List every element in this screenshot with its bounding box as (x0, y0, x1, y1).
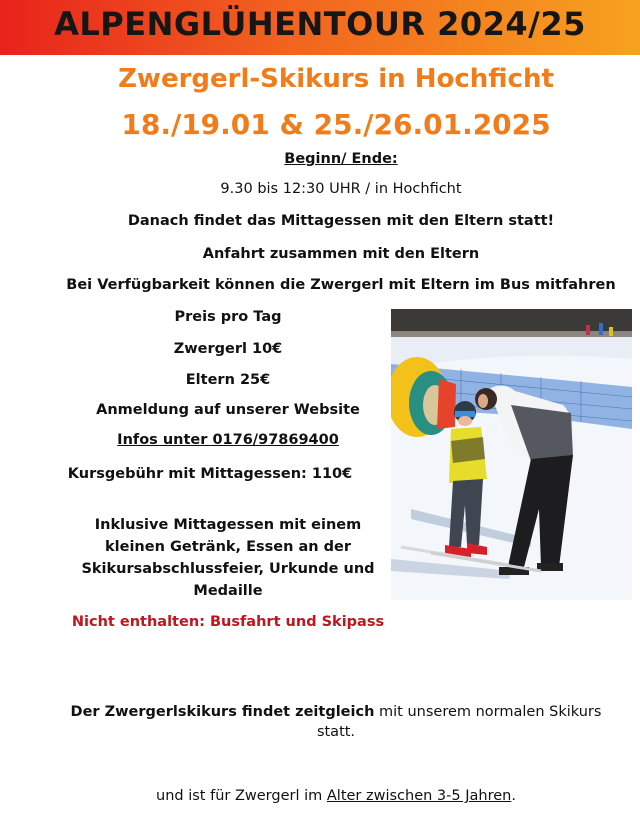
registration-note: Anmeldung auf unserer Website (96, 402, 360, 418)
banner-title: ALPENGLÜHENTOUR 2024/25 (54, 5, 586, 43)
included-line: Medaille (193, 583, 263, 599)
not-included-note: Nicht enthalten: Busfahrt und Skipass (71, 614, 385, 630)
age-prefix: und ist für Zwergerl im (156, 788, 327, 804)
info-phone: Infos unter 0176/97869400 (117, 432, 339, 448)
age-note (0, 788, 640, 804)
course-dates: 18./19.01 & 25./26.01.2025 (121, 108, 551, 141)
price-parents: Eltern 25€ (185, 372, 271, 388)
included-line: Inklusive Mittagessen mit einem (94, 517, 362, 533)
schedule-heading: Beginn/ Ende: (284, 151, 398, 167)
concurrent-note-line2: statt. (316, 724, 356, 740)
title-banner (0, 0, 640, 55)
concurrent-note-line1 (0, 704, 640, 720)
schedule-time: 9.30 bis 12:30 UHR / in Hochficht (220, 181, 462, 197)
price-child: Zwergerl 10€ (173, 341, 283, 357)
age-suffix: . (511, 788, 516, 804)
concurrent-note-rest: mit unserem normalen Skikurs (374, 704, 602, 720)
lunch-note: Danach findet das Mittagessen mit den Eltern statt! (127, 213, 555, 229)
arrival-note: Anfahrt zusammen mit den Eltern (202, 246, 480, 262)
course-fee: Kursgebühr mit Mittagessen: 110€ (67, 466, 353, 482)
concurrent-note-bold: Der Zwergerlskikurs findet zeitgleich (70, 704, 375, 720)
age-range: Alter zwischen 3-5 Jahren (326, 788, 512, 804)
included-line: kleinen Getränk, Essen an der (105, 539, 351, 555)
price-heading: Preis pro Tag (174, 309, 282, 325)
included-line: Skikursabschlussfeier, Urkunde und (81, 561, 375, 577)
ski-lesson-photo (391, 309, 632, 600)
course-subtitle: Zwergerl-Skikurs in Hochficht (118, 64, 554, 94)
bus-note: Bei Verfügbarkeit können die Zwergerl mit Eltern im Bus mitfahren (66, 277, 616, 293)
